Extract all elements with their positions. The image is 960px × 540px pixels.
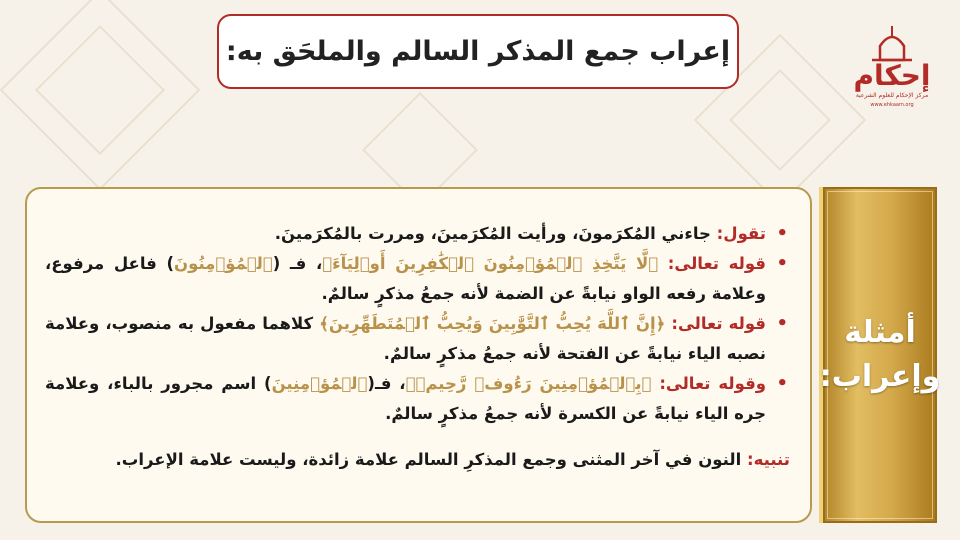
logo-name: إحكام [853,59,931,92]
item-text: جاءني المُكرَمونَ، ورأيت المُكرَمينَ، ومررت بالمُكرَمينَ. [274,224,717,243]
item-label: وقوله تعالى: [659,374,767,393]
note-text: النون في آخر المثنى وجمع المذكرِ السالم علامة زائدة، وليست علامة الإعراب. [115,450,747,469]
list-item [45,249,790,309]
quran-word: ٱلۡمُؤۡمِنِينَ [271,374,368,393]
title-box [217,14,739,89]
list-item [45,309,790,369]
quran-verse: ﴿بِٱلۡمُؤۡمِنِينَ رَءُوفٞ رَّحِيمٞ﴾ [405,374,660,393]
item-text: كلاهما مفعول به منصوب، وعلامة نصبه الياء نيابةً عن الفتحة لأنه جمعُ مذكرٍ سالمٌ. [45,314,766,363]
quran-verse: ﴿إِنَّ ٱللَّهَ يُحِبُّ ٱلتَّوَّٰبِينَ وَيُحِبُّ ٱلۡمُتَطَهِّرِينَ﴾ [319,314,672,333]
examples-list [45,219,790,429]
examples-panel [25,187,812,523]
list-item [45,219,790,249]
brand-logo [842,22,942,108]
list-item [45,369,790,429]
logo-url: www.ehkaam.org [870,102,914,108]
mosque-dome-icon [842,22,942,62]
section-heading-line2: وإعراب: [819,359,941,394]
item-text: ، فـ( [367,374,406,393]
item-text: ، فـ ( [272,254,323,273]
section-side-block [819,187,941,523]
note [45,445,790,475]
item-text: ) اسم مجرور بالباء، وعلامة جره الياء نيابةً عن الكسرة لأنه جمعُ مذكرٍ سالمٌ. [45,374,766,423]
logo-subtitle: مركز الإحكام للعلوم الشرعية [855,92,929,99]
item-label: قوله تعالى: [667,254,766,273]
section-heading [820,311,941,399]
item-label: تقول: [716,224,766,243]
page-title: إعراب جمع المذكر السالم والملحَق به: [225,36,731,67]
item-text: ) فاعل مرفوع، وعلامة رفعه الواو نيابةً عن الضمة لأنه جمعُ مذكرٍ سالمٌ. [45,254,766,303]
note-label: تنبيه: [746,450,790,469]
item-label: قوله تعالى: [671,314,766,333]
quran-verse: ﴿لَّا يَتَّخِذِ ٱلۡمُؤۡمِنُونَ ٱلۡكَٰفِرِينَ أَوۡلِيَآءَ﴾ [322,254,668,273]
quran-word: ٱلۡمُؤۡمِنُونَ [174,254,273,273]
section-heading-line1: أمثلة [844,315,916,350]
